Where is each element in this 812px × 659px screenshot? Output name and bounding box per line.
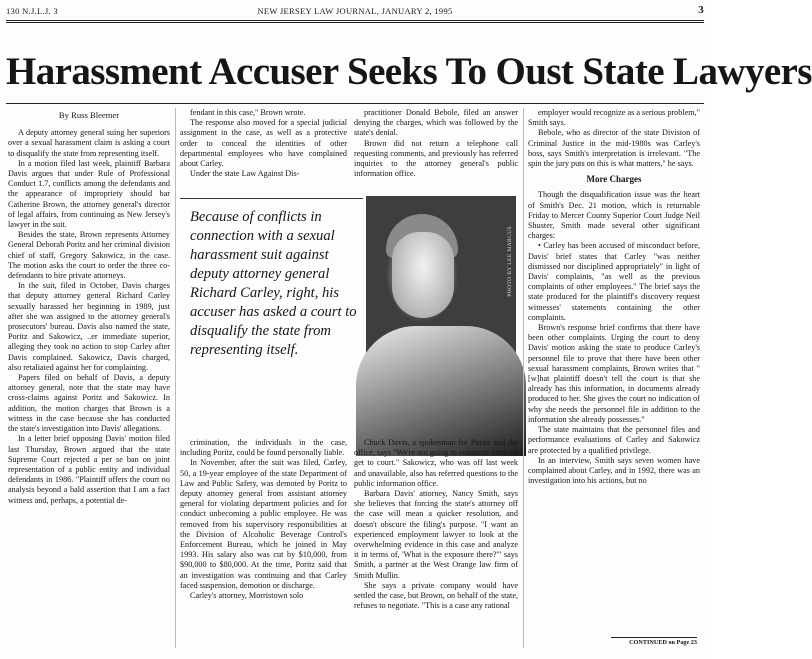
column-divider	[175, 108, 176, 648]
column-2-bottom	[180, 438, 347, 648]
col2b-body	[180, 438, 347, 601]
paragraph: In a motion filed last week, plaintiff Barbara Davis argues that under Rule of Professional Conduct 1.7, conflicts among the defendants and the appearance of impropriety should bar Catherine Brown, the attorney general's director of legal affairs, from continuing as New Jersey's lawyer in the suit.	[8, 158, 170, 230]
header-publication: NEW JERSEY LAW JOURNAL, JANUARY 2, 1995	[257, 6, 453, 16]
subhead: More Charges	[586, 174, 642, 185]
header-rule	[6, 20, 704, 21]
col4b-body	[528, 190, 700, 486]
byline: By Russ Bleemer	[58, 110, 120, 120]
column-3-bottom	[354, 438, 518, 648]
header-rule-double	[6, 22, 704, 23]
paragraph: Besides the state, Brown represents Attorney General Deborah Poritz and her criminal division chief of staff, Gregory Sakowicz, in the case. The motion asks the court to order the three co-defendants to hire private attorneys.	[8, 230, 170, 281]
paragraph: In the suit, filed in October, Davis charges that deputy attorney general Richard Carley sexually harassed her beginning in 1989, just after she was assigned to the attorney general's prosecutors' bureau. Davis also named the state, Poritz and Sakowicz, ..er immediate superior, alleging they took no action to stop Carley after Davis complained. Sakowicz, Davis charged, also retaliated against her for complaining.	[8, 281, 170, 372]
paragraph: A deputy attorney general suing her superiors over a sexual harassment claim is asking a court to disqualify the state from representing itself.	[8, 128, 170, 158]
paragraph: In a letter brief opposing Davis' motion filed last Thursday, Brown argued that the state Supreme Court rejected a per se ban on joint representation of a public entity and individual defendants in 1986. "Plaintiff offers the court no analysis beyond a bald assertion that I am a fact witness and, perhaps, a potential de-	[8, 434, 170, 505]
paragraph: She says a private company would have settled the case, but Brown, on behalf of the state, refuses to negotiate. "This is a case any rational	[354, 580, 518, 611]
column-4	[528, 108, 700, 635]
column-2-top	[180, 108, 347, 194]
photo-face-shape	[392, 232, 454, 318]
column-3-top	[354, 108, 518, 194]
paragraph: In an interview, Smith says seven women have complained about Carley, and in 1992, there was an investigation into his actions, but no	[528, 455, 700, 486]
paragraph: practitioner Donald Bebole, filed an answer denying the charges, which was followed by the state's denial.	[354, 108, 518, 138]
paragraph: Brown did not return a telephone call requesting comments, and previously has referred inquiries to the attorney general's public information office.	[354, 138, 518, 179]
article-headline: Harassment Accuser Seeks To Oust State Lawyers	[6, 50, 812, 93]
col2a-body	[180, 108, 347, 179]
paragraph: • Carley has been accused of misconduct before, Davis' brief states that Carley "was neither dismissed nor disciplined appropriately" in light of Davis' complaints, "as well as the previous complaints of other employees." The brief says the state produced for the plaintiff's discovery request witnesses' statements containing the other complaints.	[528, 241, 700, 322]
paragraph: employer would recognize as a serious problem," Smith says.	[528, 108, 700, 128]
header-page-citation: 130 N.J.L.J. 3	[6, 6, 58, 16]
photo-credit: PHOTO BY LEE MARCUS	[507, 226, 513, 297]
paragraph: Under the state Law Against Dis-	[190, 169, 300, 179]
paragraph: In November, after the suit was filed, Carley, 50, a 19-year employee of the state Department of Law and Public Safety, was demoted by Poritz to deputy attorney general from assistant attorney general for violating department policies and for conduct unbecoming a public employee. He was removed from his supervisory responsibilities at the Division of Alcoholic Beverage Control's Enforcement Bureau, which he joined in May 1993. His salary also was cut by $10,000, from $90,000 to $80,000. At the time, Poritz said that an investigation was continuing and that Carley faced suspension, demotion or discharge.	[180, 458, 347, 590]
col3b-body	[354, 438, 518, 611]
col1-body	[8, 128, 170, 506]
paragraph: Barbara Davis' attorney, Nancy Smith, says she believes that forcing the state's attorney off the case will mean a quicker resolution, and doesn't obscure the filing's purpose. "I want an experienced employment lawyer to look at the overwhelming evidence in this case and analyze it in terms of, 'What is the exposure there?'" says Smith, a partner at the West Orange law firm of Smith Mullin.	[354, 489, 518, 580]
paragraph: crimination, the individuals in the case, including Poritz, could be found personally liable.	[180, 438, 347, 458]
paragraph: Chuck Davis, a spokesman for Poritz and the office, says "We're not going to comment until we get to court." Sakowicz, who was off last week and unavailable, also has referred questions to the public information office.	[354, 438, 518, 488]
column-divider	[523, 108, 524, 648]
column-1	[8, 108, 170, 648]
running-header	[6, 4, 704, 18]
carley-photo	[366, 196, 516, 434]
photo-caption: Because of conflicts in connection with a sexual harassment suit against deputy attorney general Richard Carley, right, his accuser has asked a court to disqualify the state from representing itself.	[190, 209, 357, 358]
headline-rule	[6, 103, 704, 104]
paragraph: Brown's response brief confirms that there have been other complaints. Urging the court to deny Davis' motion asking the state to produce Carley's personnel file to prove that there have been other sexual harassment complaints, Brown writes that "[w]hat plaintiff doesn't tell the court is that she already has this information, in documents already produced to her. She gives the court no indication of why she needs the personnel file in addition to the information she already possesses."	[528, 323, 700, 424]
header-page-number: 3	[698, 4, 704, 16]
paragraph: The response also moved for a special judicial assignment in the case, as well as a protective order to conceal the identities of other departmental employees who have complained about Carley.	[180, 118, 347, 169]
paragraph: fendant in this case," Brown wrote.	[190, 108, 306, 117]
continued-note: CONTINUED on Page 23	[611, 637, 697, 649]
photo-body-shape	[356, 326, 526, 456]
paragraph: Though the disqualification issue was the heart of Smith's Dec. 21 motion, which is returnable Friday to Mercer County Superior Court Judge Neil Shuster, Smith made several other significant charges:	[528, 190, 700, 241]
paragraph: Bebole, who as director of the state Division of Criminal Justice in the mid-1980s was Carley's boss, says Smith's interpretation is irrelevant. "The spin the jury puts on this is what matters," he says.	[528, 128, 700, 169]
paragraph: Papers filed on behalf of Davis, a deputy attorney general, note that the state may have cross-claims against Poritz and Sakowicz. In addition, the motion charges that Brown is a witness in the case because she has conducted the state's investigation into Davis' allegations.	[8, 373, 170, 434]
paragraph: Carley's attorney, Morristown solo	[190, 591, 304, 601]
paragraph: The state maintains that the personnel files and performance evaluations of Carley and Sakowicz are protected by a qualified privilege.	[528, 425, 700, 455]
caption-rule	[180, 198, 363, 199]
col4-body	[528, 108, 700, 169]
col3a-body	[354, 108, 518, 179]
